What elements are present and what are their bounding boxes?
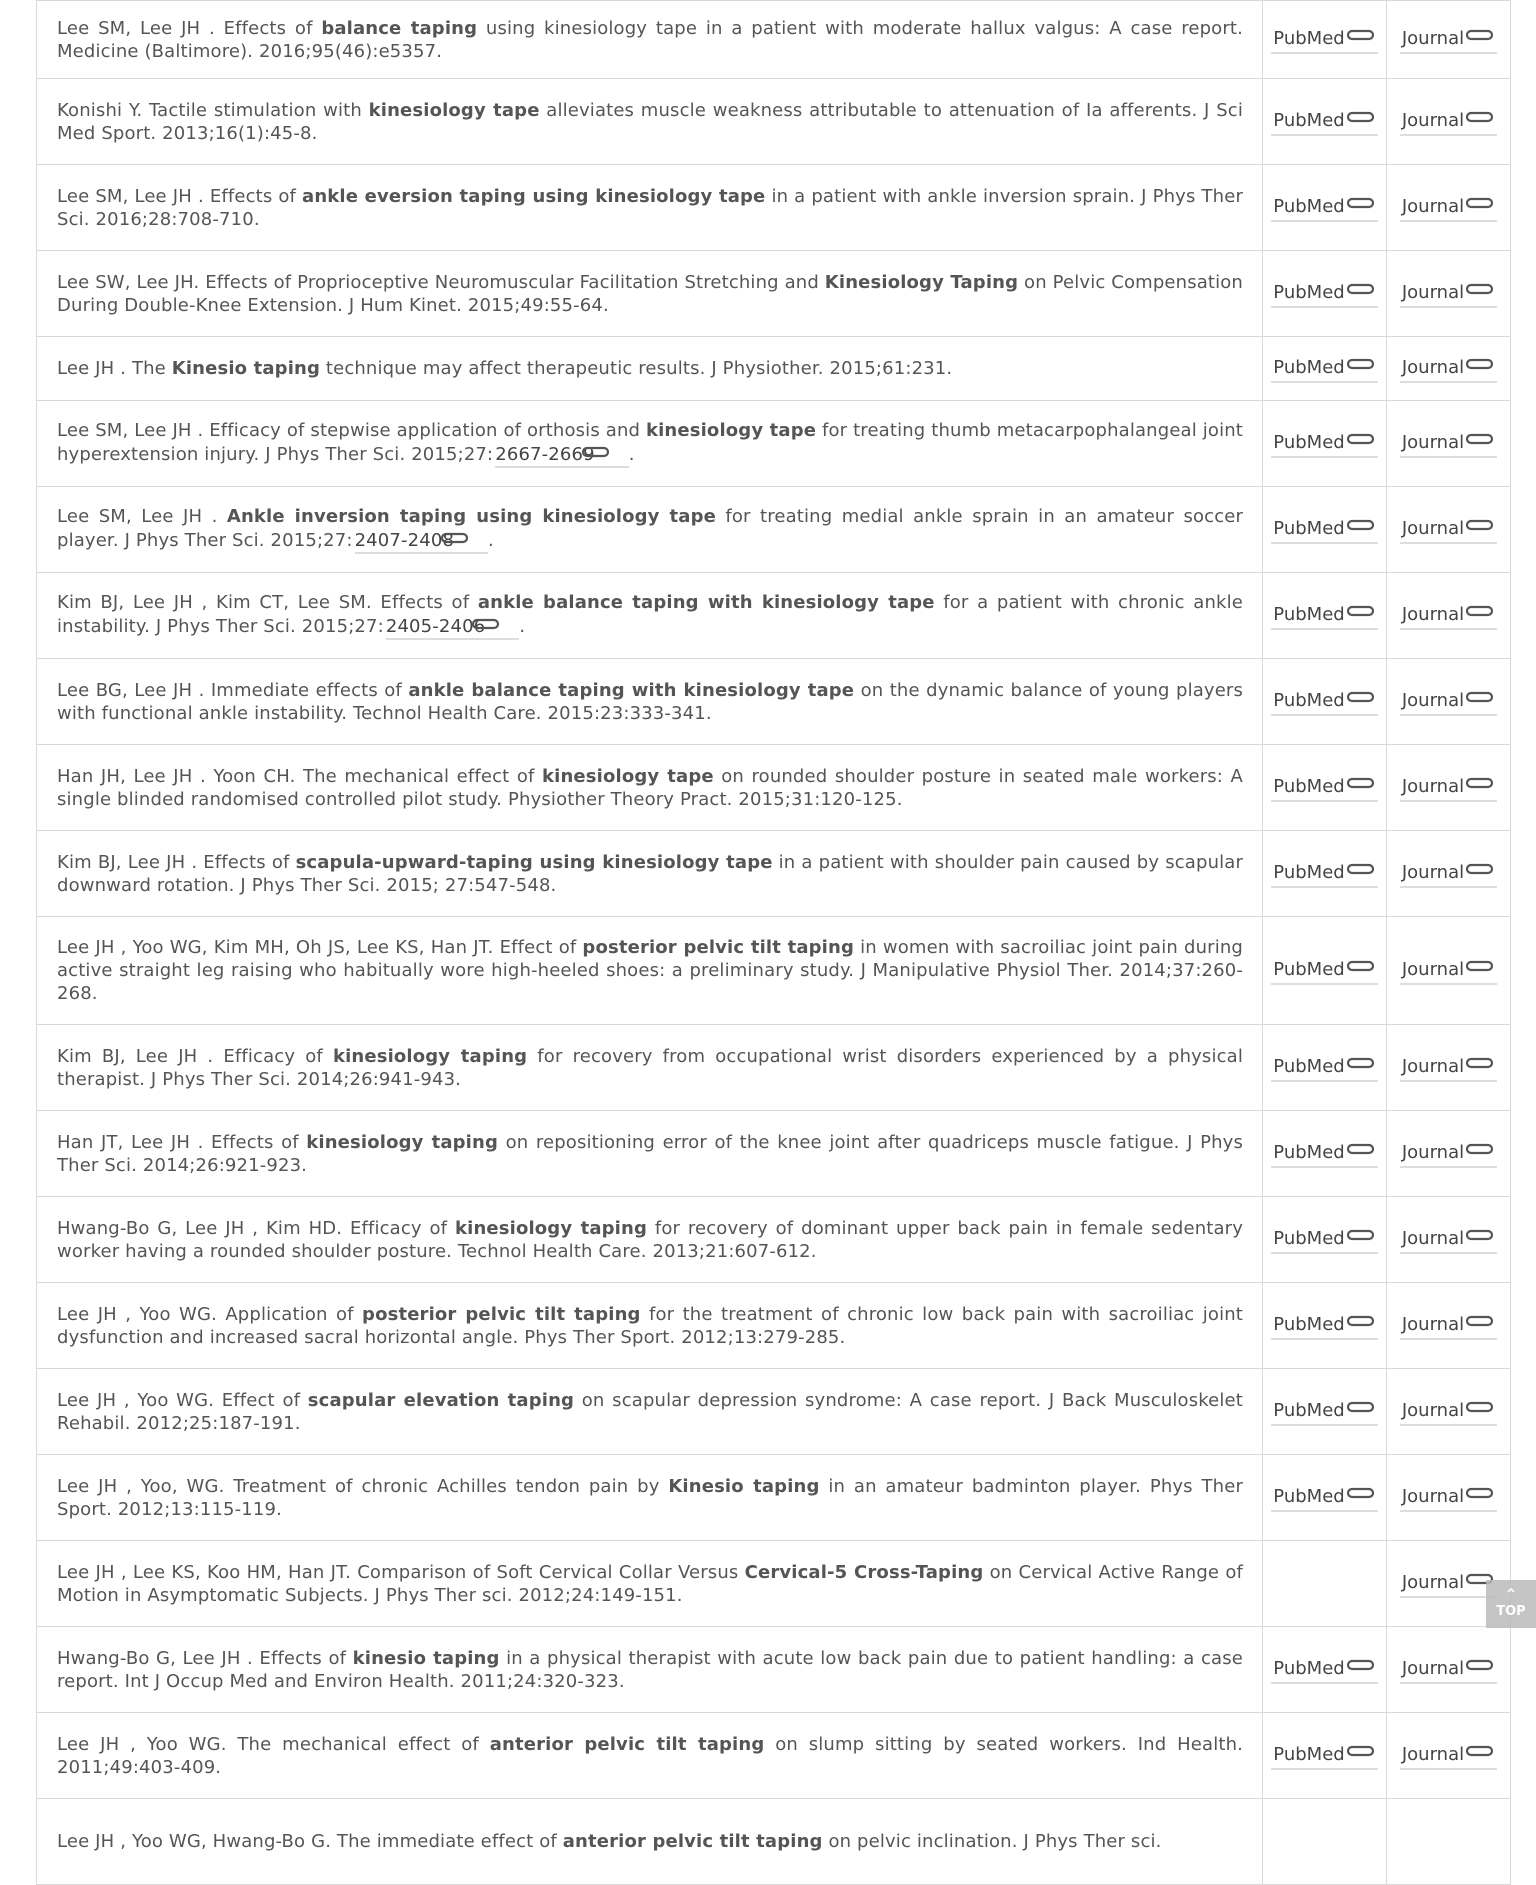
pubmed-link[interactable] xyxy=(1271,957,1377,985)
pubmed-cell xyxy=(1263,659,1387,745)
journal-cell xyxy=(1387,1111,1511,1197)
reference-citation xyxy=(37,1,1263,79)
journal-label: Journal xyxy=(1401,356,1465,378)
paperclip-icon xyxy=(1465,1312,1495,1333)
journal-label: Journal xyxy=(1401,1141,1465,1163)
reference-row xyxy=(37,1111,1511,1197)
citation-text: . xyxy=(628,444,635,465)
paperclip-icon xyxy=(1346,860,1376,881)
reference-citation xyxy=(37,1369,1263,1455)
pubmed-link[interactable] xyxy=(1271,1054,1377,1082)
pubmed-label: PubMed xyxy=(1273,1485,1345,1507)
citation-keyword: Cervical-5 Cross-Taping xyxy=(744,1561,984,1583)
journal-label: Journal xyxy=(1401,1227,1465,1249)
citation-text: on repositioning error of the knee joint after quadriceps muscle fatigue. J Phys Ther Sci. 2014;26:921-923. xyxy=(57,1131,1244,1176)
citation-text: for a patient with chronic ankle instability. J Phys Ther Sci. 2015;27: xyxy=(57,592,1243,637)
paperclip-icon xyxy=(1465,280,1495,301)
citation-text: for recovery from occupational wrist disorders experienced by a physical therapist. J Phys Ther Sci. 2014;26:941-943. xyxy=(57,1045,1243,1090)
paperclip-icon xyxy=(1346,1742,1376,1763)
paperclip-icon xyxy=(1346,355,1376,376)
reference-row xyxy=(37,1,1511,79)
paperclip-icon xyxy=(1465,108,1495,129)
journal-cell xyxy=(1387,251,1511,337)
paperclip-icon xyxy=(1346,516,1376,537)
citation-keyword: Kinesio taping xyxy=(668,1475,820,1497)
paperclip-icon xyxy=(1346,1656,1376,1677)
citation-keyword: ankle balance taping with kinesiology tape xyxy=(477,592,935,613)
paperclip-icon xyxy=(1465,774,1495,795)
paperclip-icon xyxy=(1346,194,1376,215)
paperclip-icon xyxy=(1346,1054,1376,1075)
pubmed-label: PubMed xyxy=(1273,109,1345,131)
pubmed-cell xyxy=(1263,1111,1387,1197)
page-range-link[interactable] xyxy=(386,614,519,640)
pubmed-label: PubMed xyxy=(1273,1399,1345,1421)
pubmed-cell xyxy=(1263,917,1387,1025)
page-range-link[interactable] xyxy=(495,442,628,468)
journal-label: Journal xyxy=(1401,281,1465,303)
journal-label: Journal xyxy=(1401,195,1465,217)
citation-text: Lee JH . The xyxy=(57,358,172,379)
journal-label: Journal xyxy=(1401,109,1465,131)
reference-row xyxy=(37,745,1511,831)
journal-link[interactable] xyxy=(1400,1054,1497,1082)
journal-cell xyxy=(1387,1197,1511,1283)
reference-citation xyxy=(37,79,1263,165)
journal-cell xyxy=(1387,401,1511,487)
paperclip-icon xyxy=(1465,194,1495,215)
journal-link[interactable] xyxy=(1400,194,1497,222)
reference-citation xyxy=(37,1025,1263,1111)
reference-row xyxy=(37,251,1511,337)
citation-text: Lee JH , Yoo WG. Effect of xyxy=(57,1389,308,1411)
journal-link[interactable] xyxy=(1400,1312,1497,1340)
paperclip-icon xyxy=(1346,957,1376,978)
citation-keyword: kinesiology tape xyxy=(368,99,540,121)
paperclip-icon xyxy=(581,442,611,465)
citation-text: Lee JH , Yoo WG, Kim MH, Oh JS, Lee KS, Han JT. Effect of xyxy=(57,937,583,958)
citation-text: on rounded shoulder posture in seated male workers: A single blinded randomised controlled pilot study. Physiother Theory Pract. 2015;31:120-125. xyxy=(57,765,1243,810)
pubmed-label: PubMed xyxy=(1273,689,1345,711)
journal-link[interactable] xyxy=(1400,430,1497,458)
journal-cell xyxy=(1387,573,1511,659)
paperclip-icon xyxy=(1346,774,1376,795)
citation-text: Hwang-Bo G, Lee JH , Kim HD. Efficacy of xyxy=(57,1217,455,1239)
citation-keyword: anterior pelvic tilt taping xyxy=(489,1733,765,1755)
journal-cell xyxy=(1387,659,1511,745)
paperclip-icon xyxy=(1465,957,1495,978)
journal-cell xyxy=(1387,1025,1511,1111)
pubmed-label: PubMed xyxy=(1273,1743,1345,1765)
paperclip-icon xyxy=(1465,26,1495,47)
citation-keyword: kinesiology tape xyxy=(542,765,714,787)
pubmed-link[interactable] xyxy=(1271,1742,1377,1770)
reference-row xyxy=(37,1025,1511,1111)
pubmed-cell xyxy=(1263,1799,1387,1885)
journal-label: Journal xyxy=(1401,1743,1465,1765)
pubmed-label: PubMed xyxy=(1273,281,1345,303)
citation-keyword: anterior pelvic tilt taping xyxy=(562,1831,823,1852)
citation-keyword: Kinesiology Taping xyxy=(824,271,1019,293)
paperclip-icon xyxy=(1346,1398,1376,1419)
paperclip-icon xyxy=(471,614,501,637)
reference-citation xyxy=(37,1799,1263,1885)
citation-keyword: ankle eversion taping using kinesiology tape xyxy=(302,185,766,207)
reference-row xyxy=(37,401,1511,487)
pubmed-cell xyxy=(1263,1197,1387,1283)
page-range-link[interactable] xyxy=(355,528,488,554)
page-range-label: 2407-2408 xyxy=(354,530,455,551)
citation-text: Lee SM, Lee JH . Effects of xyxy=(57,185,303,207)
reference-citation xyxy=(37,1111,1263,1197)
pubmed-link[interactable] xyxy=(1271,1656,1377,1684)
paperclip-icon xyxy=(1465,1226,1495,1247)
reference-row xyxy=(37,165,1511,251)
citation-text: Lee JH , Yoo WG, Hwang-Bo G. The immediate effect of xyxy=(57,1831,563,1852)
pubmed-label: PubMed xyxy=(1273,431,1345,453)
journal-label: Journal xyxy=(1401,517,1465,539)
journal-link[interactable] xyxy=(1400,774,1497,802)
reference-row xyxy=(37,1283,1511,1369)
journal-cell xyxy=(1387,487,1511,573)
journal-link[interactable] xyxy=(1400,1570,1497,1598)
pubmed-link[interactable] xyxy=(1271,1484,1377,1512)
journal-label: Journal xyxy=(1401,861,1465,883)
citation-text: for recovery of dominant upper back pain in female sedentary worker having a rounded shoulder posture. Technol Health Care. 2013;21:607-612. xyxy=(57,1217,1243,1262)
chevron-up-icon: ⌃ xyxy=(1504,1585,1518,1604)
citation-text: Lee SM, Lee JH . xyxy=(57,506,227,527)
pubmed-cell xyxy=(1263,1713,1387,1799)
pubmed-label: PubMed xyxy=(1273,1313,1345,1335)
pubmed-label: PubMed xyxy=(1273,603,1345,625)
citation-text: . xyxy=(519,616,526,637)
journal-label: Journal xyxy=(1401,1657,1465,1679)
journal-link[interactable] xyxy=(1400,280,1497,308)
pubmed-link[interactable] xyxy=(1271,194,1377,222)
journal-label: Journal xyxy=(1401,775,1465,797)
citation-text: Han JT, Lee JH . Effects of xyxy=(57,1131,307,1153)
citation-text: Lee JH , Lee KS, Koo HM, Han JT. Comparison of Soft Cervical Collar Versus xyxy=(57,1561,745,1583)
citation-text: in women with sacroiliac joint pain during active straight leg raising who habitually wore high-heeled shoes: a preliminary study. J Manipulative Physiol Ther. 2014;37:260-268. xyxy=(57,937,1243,1004)
journal-cell xyxy=(1387,1713,1511,1799)
pubmed-link[interactable] xyxy=(1271,280,1377,308)
journal-cell xyxy=(1387,1455,1511,1541)
reference-citation xyxy=(37,659,1263,745)
journal-cell xyxy=(1387,745,1511,831)
reference-row xyxy=(37,1541,1511,1627)
paperclip-icon xyxy=(1346,1226,1376,1247)
reference-citation xyxy=(37,1197,1263,1283)
paperclip-icon xyxy=(1346,1312,1376,1333)
pubmed-link[interactable] xyxy=(1271,516,1377,544)
journal-link[interactable] xyxy=(1400,688,1497,716)
reference-citation xyxy=(37,1627,1263,1713)
paperclip-icon xyxy=(1465,688,1495,709)
pubmed-label: PubMed xyxy=(1273,27,1345,49)
reference-row xyxy=(37,1369,1511,1455)
pubmed-cell xyxy=(1263,1627,1387,1713)
paperclip-icon xyxy=(1465,1742,1495,1763)
citation-keyword: Kinesio taping xyxy=(171,358,321,379)
citation-text: using kinesiology tape in a patient with moderate hallux valgus: A case report. Medicine (Baltimore). 2016;95(46):e5357. xyxy=(57,17,1243,62)
journal-cell xyxy=(1387,831,1511,917)
citation-text: Lee JH , Yoo WG. Application of xyxy=(57,1303,363,1325)
reference-row xyxy=(37,1799,1511,1885)
paperclip-icon xyxy=(1346,688,1376,709)
scroll-top-label: TOP xyxy=(1496,1604,1526,1619)
pubmed-cell xyxy=(1263,745,1387,831)
journal-cell xyxy=(1387,337,1511,401)
pubmed-cell xyxy=(1263,831,1387,917)
paperclip-icon xyxy=(1346,280,1376,301)
journal-link[interactable] xyxy=(1400,1398,1497,1426)
pubmed-cell xyxy=(1263,1541,1387,1627)
citation-keyword: balance taping xyxy=(321,17,478,39)
paperclip-icon xyxy=(1346,430,1376,451)
journal-link[interactable] xyxy=(1400,1742,1497,1770)
paperclip-icon xyxy=(1465,430,1495,451)
citation-keyword: kinesiology tape xyxy=(645,420,817,441)
pubmed-label: PubMed xyxy=(1273,1055,1345,1077)
reference-citation xyxy=(37,1713,1263,1799)
pubmed-cell xyxy=(1263,1,1387,79)
paperclip-icon xyxy=(1465,602,1495,623)
journal-link[interactable] xyxy=(1400,1140,1497,1168)
citation-keyword: posterior pelvic tilt taping xyxy=(362,1303,641,1325)
citation-keyword: Ankle inversion taping using kinesiology tape xyxy=(226,506,716,527)
citation-keyword: ankle balance taping with kinesiology tape xyxy=(408,679,855,701)
page-range-label: 2405-2406 xyxy=(385,616,486,637)
pubmed-link[interactable] xyxy=(1271,602,1377,630)
paperclip-icon xyxy=(440,528,470,551)
journal-cell xyxy=(1387,1283,1511,1369)
journal-cell xyxy=(1387,917,1511,1025)
pubmed-cell xyxy=(1263,165,1387,251)
citation-text: Lee SW, Lee JH. Effects of Proprioceptive Neuromuscular Facilitation Stretching and xyxy=(57,271,825,293)
pubmed-link[interactable] xyxy=(1271,688,1377,716)
journal-label: Journal xyxy=(1401,603,1465,625)
paperclip-icon xyxy=(1465,355,1495,376)
citation-text: in an amateur badminton player. Phys Ther Sport. 2012;13:115-119. xyxy=(57,1475,1244,1520)
journal-label: Journal xyxy=(1401,1313,1465,1335)
journal-label: Journal xyxy=(1401,431,1465,453)
pubmed-link[interactable] xyxy=(1271,1140,1377,1168)
pubmed-label: PubMed xyxy=(1273,775,1345,797)
journal-link[interactable] xyxy=(1400,1656,1497,1684)
pubmed-cell xyxy=(1263,79,1387,165)
journal-cell xyxy=(1387,1799,1511,1885)
reference-row xyxy=(37,831,1511,917)
pubmed-cell xyxy=(1263,337,1387,401)
reference-row xyxy=(37,79,1511,165)
pubmed-cell xyxy=(1263,1025,1387,1111)
citation-text: on slump sitting by seated workers. Ind Health. 2011;49:403-409. xyxy=(57,1733,1243,1778)
pubmed-link[interactable] xyxy=(1271,774,1377,802)
citation-text: Konishi Y. Tactile stimulation with xyxy=(57,99,369,121)
citation-text: on the dynamic balance of young players with functional ankle instability. Technol Health Care. 2015:23:333-341. xyxy=(57,679,1244,724)
journal-link[interactable] xyxy=(1400,516,1497,544)
reference-row xyxy=(37,487,1511,573)
pubmed-link[interactable] xyxy=(1271,1226,1377,1254)
paperclip-icon xyxy=(1346,108,1376,129)
pubmed-label: PubMed xyxy=(1273,958,1345,980)
citation-keyword: kinesiology taping xyxy=(306,1131,499,1153)
citation-text: for treating thumb metacarpophalangeal joint hyperextension injury. J Phys Ther Sci. 2015;27: xyxy=(57,420,1244,465)
paperclip-icon xyxy=(1465,1140,1495,1161)
citation-keyword: scapular elevation taping xyxy=(307,1389,575,1411)
pubmed-label: PubMed xyxy=(1273,517,1345,539)
reference-row xyxy=(37,1197,1511,1283)
citation-text: Lee BG, Lee JH . Immediate effects of xyxy=(57,679,409,701)
journal-cell xyxy=(1387,1,1511,79)
paperclip-icon xyxy=(1465,860,1495,881)
paperclip-icon xyxy=(1346,1484,1376,1505)
citation-text: Kim BJ, Lee JH . Effects of xyxy=(57,851,296,873)
paperclip-icon xyxy=(1346,602,1376,623)
journal-label: Journal xyxy=(1401,958,1465,980)
citation-text: Lee JH , Yoo, WG. Treatment of chronic Achilles tendon pain by xyxy=(57,1475,669,1497)
paperclip-icon xyxy=(1346,26,1376,47)
paperclip-icon xyxy=(1346,1140,1376,1161)
reference-citation xyxy=(37,401,1263,487)
citation-text: in a physical therapist with acute low back pain due to patient handling: a case report. Int J Occup Med and Environ Health. 2011;24:320-323. xyxy=(57,1647,1243,1692)
paperclip-icon xyxy=(1465,1398,1495,1419)
pubmed-link[interactable] xyxy=(1271,1312,1377,1340)
reference-citation xyxy=(37,917,1263,1025)
reference-row xyxy=(37,1455,1511,1541)
journal-link[interactable] xyxy=(1400,860,1497,888)
citation-text: Lee SM, Lee JH . Efficacy of stepwise application of orthosis and xyxy=(57,420,646,441)
citation-text: Kim BJ, Lee JH , Kim CT, Lee SM. Effects of xyxy=(57,592,478,613)
citation-text: on scapular depression syndrome: A case report. J Back Musculoskelet Rehabil. 2012;25:187-191. xyxy=(57,1389,1243,1434)
citation-text: for the treatment of chronic low back pain with sacroiliac joint dysfunction and increased sacral horizontal angle. Phys Ther Sport. 2012;13:279-285. xyxy=(57,1303,1243,1348)
citation-keyword: posterior pelvic tilt taping xyxy=(582,937,855,958)
journal-label: Journal xyxy=(1401,27,1465,49)
citation-text: alleviates muscle weakness attributable to attenuation of Ia afferents. J Sci Med Sport. 2013;16(1):45-8. xyxy=(57,99,1243,144)
pubmed-link[interactable] xyxy=(1271,430,1377,458)
pubmed-cell xyxy=(1263,1455,1387,1541)
reference-citation xyxy=(37,1455,1263,1541)
pubmed-label: PubMed xyxy=(1273,1141,1345,1163)
citation-keyword: kinesiology taping xyxy=(455,1217,647,1239)
pubmed-cell xyxy=(1263,1369,1387,1455)
reference-citation xyxy=(37,745,1263,831)
pubmed-label: PubMed xyxy=(1273,861,1345,883)
paperclip-icon xyxy=(1465,1656,1495,1677)
journal-link[interactable] xyxy=(1400,1484,1497,1512)
pubmed-cell xyxy=(1263,1283,1387,1369)
reference-table xyxy=(36,0,1511,1885)
citation-text: Hwang-Bo G, Lee JH . Effects of xyxy=(57,1647,353,1669)
journal-link[interactable] xyxy=(1400,602,1497,630)
citation-keyword: scapula-upward-taping using kinesiology tape xyxy=(295,851,773,873)
journal-cell xyxy=(1387,1369,1511,1455)
pubmed-cell xyxy=(1263,573,1387,659)
pubmed-label: PubMed xyxy=(1273,1657,1345,1679)
citation-keyword: kinesio taping xyxy=(352,1647,500,1669)
pubmed-link[interactable] xyxy=(1271,355,1377,383)
journal-label: Journal xyxy=(1401,1055,1465,1077)
journal-cell xyxy=(1387,79,1511,165)
reference-citation xyxy=(37,573,1263,659)
pubmed-link[interactable] xyxy=(1271,26,1377,54)
citation-text: on Pelvic Compensation During Double-Knee Extension. J Hum Kinet. 2015;49:55-64. xyxy=(57,271,1243,316)
pubmed-label: PubMed xyxy=(1273,195,1345,217)
pubmed-link[interactable] xyxy=(1271,1398,1377,1426)
journal-label: Journal xyxy=(1401,689,1465,711)
citation-text: Lee SM, Lee JH . Effects of xyxy=(57,17,322,39)
reference-citation xyxy=(37,251,1263,337)
pubmed-cell xyxy=(1263,251,1387,337)
journal-label: Journal xyxy=(1401,1485,1465,1507)
journal-link[interactable] xyxy=(1400,26,1497,54)
reference-row xyxy=(37,573,1511,659)
reference-citation xyxy=(37,1283,1263,1369)
journal-label: Journal xyxy=(1401,1399,1465,1421)
paperclip-icon xyxy=(1465,516,1495,537)
citation-text: technique may affect therapeutic results. J Physiother. 2015;61:231. xyxy=(320,358,953,379)
reference-citation xyxy=(37,1541,1263,1627)
citation-text: in a patient with ankle inversion sprain. J Phys Ther Sci. 2016;28:708-710. xyxy=(57,185,1243,230)
journal-link[interactable] xyxy=(1400,108,1497,136)
citation-text: . xyxy=(488,530,494,551)
citation-text: on pelvic inclination. J Phys Ther sci. xyxy=(822,1831,1162,1852)
journal-cell xyxy=(1387,165,1511,251)
reference-row xyxy=(37,917,1511,1025)
paperclip-icon xyxy=(1465,1484,1495,1505)
citation-text: in a patient with shoulder pain caused by scapular downward rotation. J Phys Ther Sci. 2015; 27:547-548. xyxy=(57,851,1244,896)
citation-text: Lee JH , Yoo WG. The mechanical effect of xyxy=(57,1733,490,1755)
page-range-label: 2667-2669 xyxy=(495,444,595,465)
citation-text: Han JH, Lee JH . Yoon CH. The mechanical effect of xyxy=(57,765,543,787)
journal-link[interactable] xyxy=(1400,957,1497,985)
citation-text: Kim BJ, Lee JH . Efficacy of xyxy=(57,1045,333,1067)
journal-cell xyxy=(1387,1627,1511,1713)
reference-citation xyxy=(37,165,1263,251)
pubmed-label: PubMed xyxy=(1273,356,1345,378)
reference-citation xyxy=(37,487,1263,573)
reference-citation xyxy=(37,337,1263,401)
journal-link[interactable] xyxy=(1400,1226,1497,1254)
scroll-top-button[interactable] xyxy=(1486,1580,1536,1628)
paperclip-icon xyxy=(1465,1054,1495,1075)
reference-row xyxy=(37,337,1511,401)
citation-text: for treating medial ankle sprain in an amateur soccer player. J Phys Ther Sci. 2015;27: xyxy=(57,506,1244,551)
reference-row xyxy=(37,659,1511,745)
reference-citation xyxy=(37,831,1263,917)
journal-link[interactable] xyxy=(1400,355,1497,383)
pubmed-cell xyxy=(1263,487,1387,573)
reference-row xyxy=(37,1627,1511,1713)
reference-row xyxy=(37,1713,1511,1799)
citation-keyword: kinesiology taping xyxy=(332,1045,528,1067)
citation-text: on Cervical Active Range of Motion in Asymptomatic Subjects. J Phys Ther sci. 2012;24:149-151. xyxy=(57,1561,1243,1606)
pubmed-link[interactable] xyxy=(1271,108,1377,136)
pubmed-label: PubMed xyxy=(1273,1227,1345,1249)
journal-label: Journal xyxy=(1401,1571,1465,1593)
pubmed-cell xyxy=(1263,401,1387,487)
pubmed-link[interactable] xyxy=(1271,860,1377,888)
